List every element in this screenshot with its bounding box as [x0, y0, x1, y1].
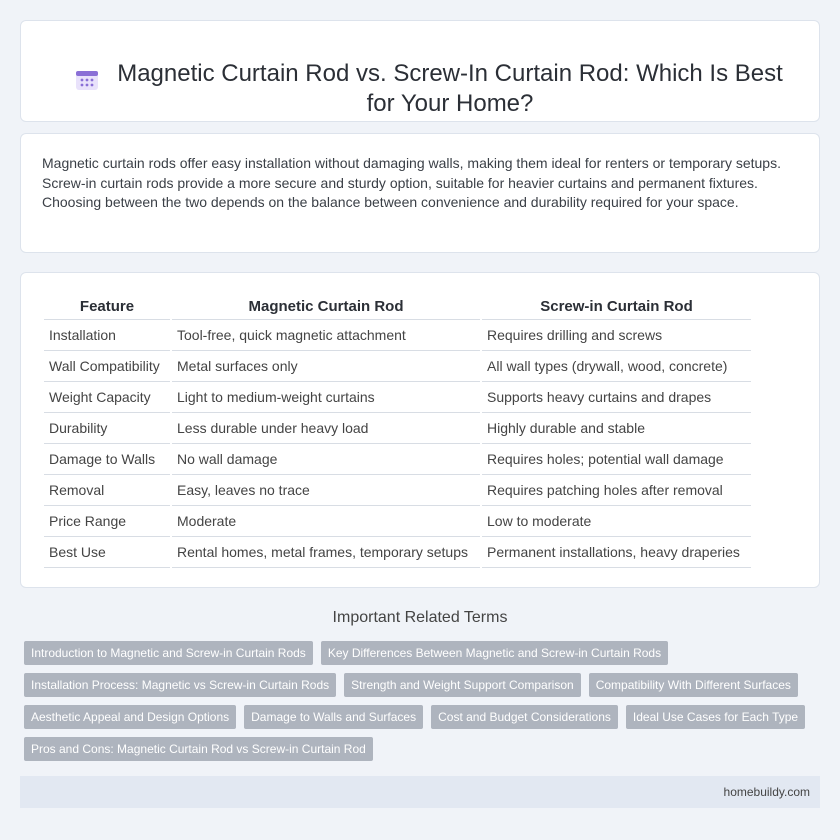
table-row [44, 444, 751, 475]
table-cell: Weight Capacity [44, 382, 170, 413]
related-terms-title: Important Related Terms [332, 609, 508, 626]
table-row [44, 351, 751, 382]
table-cell: Light to medium-weight curtains [172, 382, 480, 413]
table-cell: Metal surfaces only [172, 351, 480, 382]
table-cell: Price Range [44, 506, 170, 537]
table-cell: Best Use [44, 537, 170, 568]
table-row [44, 475, 751, 506]
table-cell: Permanent installations, heavy draperies [482, 537, 751, 568]
table-row [44, 537, 751, 568]
related-term-tag[interactable]: Strength and Weight Support Comparison [344, 673, 581, 697]
calendar-icon [75, 68, 99, 92]
table-cell: Less durable under heavy load [172, 413, 480, 444]
table-cell: Requires patching holes after removal [482, 475, 751, 506]
table-cell: Installation [44, 320, 170, 351]
table-cell: No wall damage [172, 444, 480, 475]
related-term-tag[interactable]: Pros and Cons: Magnetic Curtain Rod vs Screw-in Curtain Rod [24, 737, 373, 761]
related-term-tag[interactable]: Introduction to Magnetic and Screw-in Curtain Rods [24, 641, 313, 665]
table-row [44, 320, 751, 351]
table-cell: Wall Compatibility [44, 351, 170, 382]
table-row [44, 413, 751, 444]
table-header-row [44, 295, 751, 320]
related-term-tag[interactable]: Damage to Walls and Surfaces [244, 705, 423, 729]
table-cell: Low to moderate [482, 506, 751, 537]
table-row [44, 382, 751, 413]
table-cell: Removal [44, 475, 170, 506]
related-terms-list [24, 641, 824, 761]
table-row [44, 506, 751, 537]
table-cell: Moderate [172, 506, 480, 537]
header-magnetic: Magnetic Curtain Rod [172, 295, 480, 320]
table-cell: Durability [44, 413, 170, 444]
header-feature: Feature [44, 295, 170, 320]
related-term-tag[interactable]: Installation Process: Magnetic vs Screw-in Curtain Rods [24, 673, 336, 697]
table-cell: Supports heavy curtains and drapes [482, 382, 751, 413]
title-card [20, 20, 820, 122]
table-cell: All wall types (drywall, wood, concrete) [482, 351, 751, 382]
table-cell: Requires drilling and screws [482, 320, 751, 351]
intro-text: Magnetic curtain rods offer easy installation without damaging walls, making them ideal for renters or temporary setups. Screw-in curtain rods provide a more secure and sturdy option, suitable for heavier curtains and permanent fixtures. Choosing between the two depends on the balance between convenience and durability required for your space. [42, 155, 781, 210]
comparison-table [42, 295, 753, 568]
table-cell: Rental homes, metal frames, temporary setups [172, 537, 480, 568]
related-term-tag[interactable]: Compatibility With Different Surfaces [589, 673, 798, 697]
related-term-tag[interactable]: Cost and Budget Considerations [431, 705, 618, 729]
intro-card [20, 133, 820, 253]
table-cell: Easy, leaves no trace [172, 475, 480, 506]
table-cell: Damage to Walls [44, 444, 170, 475]
related-term-tag[interactable]: Ideal Use Cases for Each Type [626, 705, 805, 729]
footer-site-link[interactable]: homebuildy.com [723, 785, 810, 799]
header-screw-in: Screw-in Curtain Rod [482, 295, 751, 320]
table-cell: Requires holes; potential wall damage [482, 444, 751, 475]
page-title: Magnetic Curtain Rod vs. Screw-In Curtain Rod: Which Is Best for Your Home? [117, 60, 783, 117]
related-term-tag[interactable]: Key Differences Between Magnetic and Screw-in Curtain Rods [321, 641, 668, 665]
table-cell: Highly durable and stable [482, 413, 751, 444]
comparison-table-card [20, 272, 820, 588]
related-term-tag[interactable]: Aesthetic Appeal and Design Options [24, 705, 236, 729]
table-cell: Tool-free, quick magnetic attachment [172, 320, 480, 351]
footer [20, 776, 820, 808]
